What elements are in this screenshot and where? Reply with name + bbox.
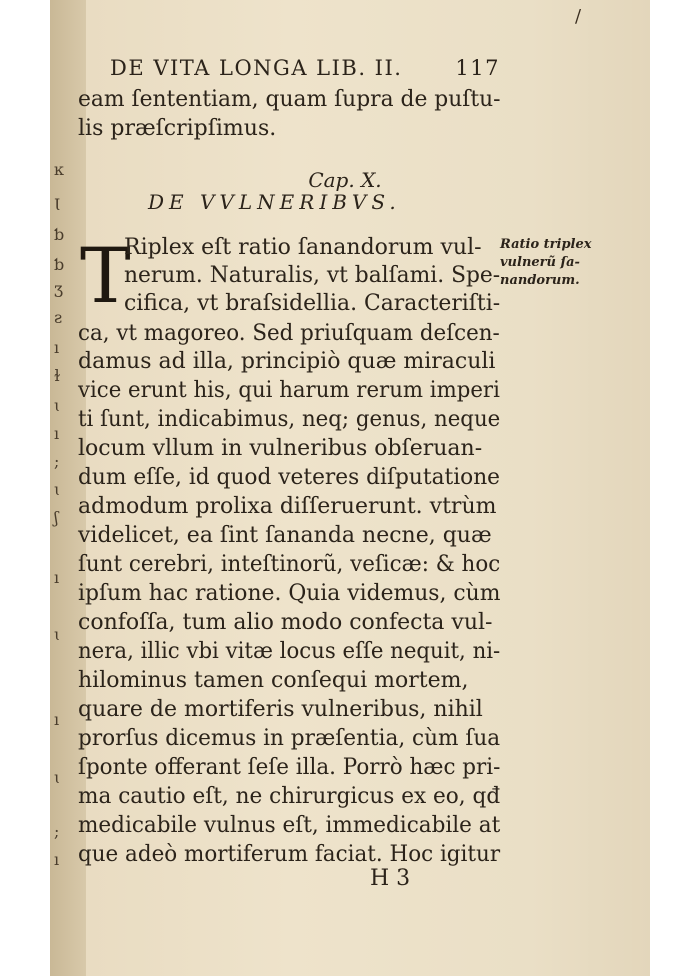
body-line: vice erunt his, qui harum rerum imperi	[78, 378, 500, 403]
gutter-mark: ɫ	[54, 366, 61, 385]
gutter-mark: ;	[54, 822, 60, 841]
signature-mark: H 3	[370, 866, 411, 891]
gutter-mark: Ʒ	[54, 282, 64, 301]
corner-mark: /	[575, 6, 582, 27]
body-line: prorſus dicemus in præſentia, cùm ſua	[78, 726, 501, 751]
body-line: ti ſunt, indicabimus, neq; genus, neque	[78, 407, 501, 432]
margin-note-line: nandorum.	[500, 273, 580, 288]
body-line: ſunt cerebri, inteſtinorũ, veſicæ: & hoc	[78, 552, 501, 577]
intro-line: lis præſcripſimus.	[78, 116, 277, 141]
gutter-mark: ɩ	[54, 625, 61, 644]
body-line: que adeò mortiferum faciat. Hoc igitur	[78, 842, 501, 867]
gutter-mark: ƅ	[54, 255, 65, 274]
body-line: nerum. Naturalis, vt balſami. Spe-	[124, 263, 501, 288]
gutter-mark: ɩ	[54, 768, 61, 787]
intro-line: eam ſententiam, quam ſupra de puſtu-	[78, 87, 501, 112]
gutter-mark: ı	[54, 710, 60, 729]
gutter-mark: ʃ	[54, 508, 59, 527]
gutter-mark: ;	[54, 452, 60, 471]
running-title: DE VITA LONGA LIB. II.	[110, 56, 403, 80]
body-line: cifica, vt braſsidellia. Caracteriſti-	[124, 291, 501, 316]
body-line: nera, illic vbi vitæ locus eſſe nequit, ni-	[78, 639, 501, 664]
body-line: damus ad illa, principiò quæ miraculi	[78, 349, 496, 374]
chapter-number: Cap. X.	[308, 168, 382, 192]
gutter-mark: ı	[54, 850, 60, 869]
chapter-title: DE VVLNERIBVS.	[148, 190, 401, 214]
body-line: ma cautio eſt, ne chirurgicus ex eo, qđ	[78, 784, 501, 809]
body-line: medicabile vulnus eſt, immedicabile at	[78, 813, 501, 838]
body-line: ſponte offerant ſeſe illa. Porrò hæc pri-	[78, 755, 501, 780]
body-line: ipſum hac ratione. Quia videmus, cùm	[78, 581, 501, 606]
body-line: ca, vt magoreo. Sed priuſquam deſcen-	[78, 321, 500, 346]
body-line: dum eſſe, id quod veteres diſputatione	[78, 465, 501, 490]
gutter-mark: ı	[54, 424, 60, 443]
margin-note-line: vulnerũ ſa-	[500, 255, 580, 270]
gutter-mark: ɩ	[54, 396, 61, 415]
gutter-mark: ĸ	[54, 160, 64, 179]
page-number: 117	[455, 56, 500, 80]
gutter-mark: ƅ	[54, 225, 65, 244]
body-line: Riplex eſt ratio ſanandorum vul-	[124, 235, 482, 260]
body-line: videlicet, ea ſint ſananda necne, quæ	[78, 523, 492, 548]
margin-note-line: Ratio triplex	[500, 237, 592, 252]
body-line: locum vllum in vulneribus obſeruan-	[78, 436, 483, 461]
drop-cap-initial: T	[80, 231, 131, 320]
gutter-mark: ı	[54, 338, 60, 357]
gutter-mark: ɩ	[54, 480, 61, 499]
body-line: admodum prolixa diſſeruerunt. vtrùm	[78, 494, 497, 519]
body-line: quare de mortiferis vulneribus, nihil	[78, 697, 483, 722]
gutter-mark: Ɩ	[54, 195, 61, 214]
gutter-mark: ı	[54, 568, 60, 587]
gutter-mark: ƨ	[54, 308, 63, 327]
body-line: confoſſa, tum alio modo confecta vul-	[78, 610, 493, 635]
body-line: hilominus tamen conſequi mortem,	[78, 668, 469, 693]
running-header	[110, 56, 500, 80]
